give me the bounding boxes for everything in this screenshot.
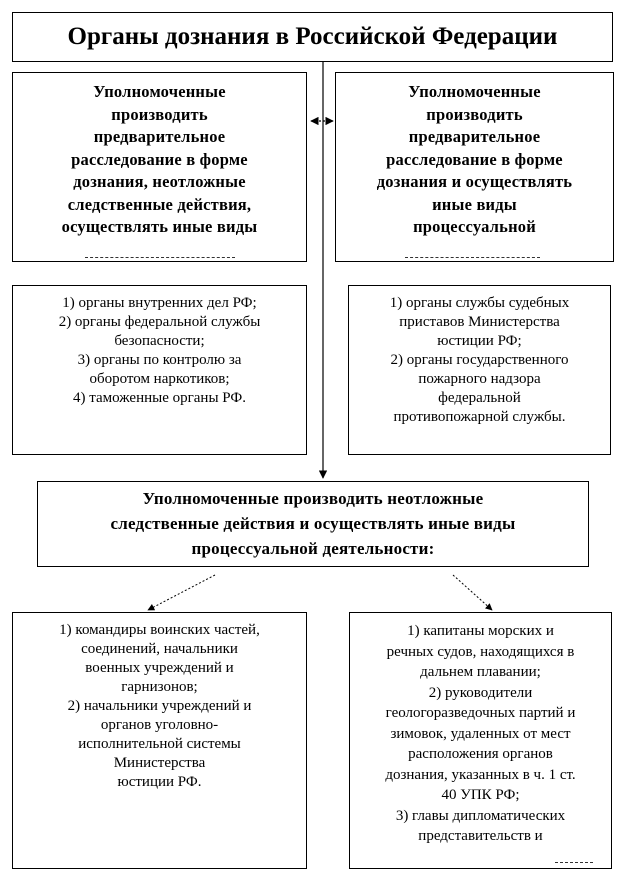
right-list-box (348, 285, 611, 455)
truncation-mark (85, 257, 235, 260)
list-item: 1) капитаны морских и (407, 623, 554, 639)
right-head-line: производить (426, 104, 523, 124)
list-item: соединений, начальники (81, 641, 238, 657)
list-item: юстиции РФ; (437, 333, 522, 349)
left-head-line: производить (111, 104, 208, 124)
list-item: 4) таможенные органы РФ. (73, 390, 246, 406)
bottom-left-list-box (12, 612, 307, 869)
list-item: 2) органы государственного (390, 352, 569, 368)
right-head-line: Уполномоченные (408, 82, 541, 101)
right-head-line: расследование в форме (386, 149, 563, 169)
list-item: 2) начальники учреждений и (67, 698, 252, 714)
list-item: речных судов, находящихся в (386, 643, 575, 660)
list-item: исполнительной системы (78, 736, 241, 752)
bottom-right-list-box (349, 612, 612, 869)
arrow-bottom-left (148, 575, 215, 610)
title-box (12, 12, 613, 62)
list-item: органов уголовно- (100, 717, 219, 733)
list-item: противопожарной службы. (393, 409, 566, 425)
left-head-line: предварительное (93, 127, 226, 146)
list-item: 1) органы службы судебных (389, 295, 570, 311)
middle-head-line: Уполномоченные производить неотложные (142, 489, 484, 508)
arrow-bottom-right (453, 575, 492, 610)
right-head-box (335, 72, 614, 262)
middle-head-box (37, 481, 589, 567)
truncation-mark (405, 257, 540, 260)
list-item: 1) органы внутренних дел РФ; (62, 295, 257, 311)
left-head-line: Уполномоченные (93, 82, 226, 101)
list-item: дознания, указанных в ч. 1 ст. (385, 766, 576, 783)
list-item: 2) руководители (428, 684, 533, 701)
middle-head-line: процессуальной деятельности: (191, 539, 435, 558)
list-item: военных учреждений и (85, 660, 234, 676)
left-head-line: расследование в форме (71, 149, 248, 169)
right-head-line: дознания и осуществлять (376, 172, 573, 191)
list-item: приставов Министерства (399, 314, 560, 330)
list-item: 2) органы федеральной службы (58, 314, 261, 330)
left-head-line: следственные действия, (67, 194, 252, 214)
list-item: 3) главы дипломатических (395, 807, 566, 824)
right-head-line: процессуальной (413, 217, 536, 236)
list-item: оборотом наркотиков; (89, 371, 230, 387)
right-head-line: иные виды (432, 194, 517, 214)
list-item: юстиции РФ. (117, 774, 202, 790)
diagram-title: Органы дознания в Российской Федерации (67, 23, 558, 50)
left-head-line: дознания, неотложные (73, 172, 246, 191)
list-item: 1) командиры воинских частей, (59, 622, 260, 638)
list-item: 3) органы по контролю за (77, 352, 242, 368)
truncation-mark (555, 862, 593, 865)
left-head-line: осуществлять иные виды (61, 217, 258, 236)
list-item: представительств и (418, 828, 543, 844)
list-item: Министерства (113, 755, 206, 771)
list-item: зимовок, удаленных от мест (390, 725, 571, 742)
middle-head-line: следственные действия и осуществлять иные виды (110, 514, 516, 533)
right-head-line: предварительное (408, 127, 541, 146)
left-head-box (12, 72, 307, 262)
left-list-box (12, 285, 307, 455)
list-item: безопасности; (114, 333, 205, 349)
list-item: 40 УПК РФ; (441, 787, 520, 803)
list-item: геологоразведочных партий и (385, 705, 576, 721)
list-item: гарнизонов; (121, 679, 198, 695)
list-item: пожарного надзора (418, 371, 541, 387)
list-item: расположения органов (408, 746, 553, 762)
list-item: дальнем плавании; (420, 664, 541, 680)
list-item: федеральной (438, 390, 521, 406)
